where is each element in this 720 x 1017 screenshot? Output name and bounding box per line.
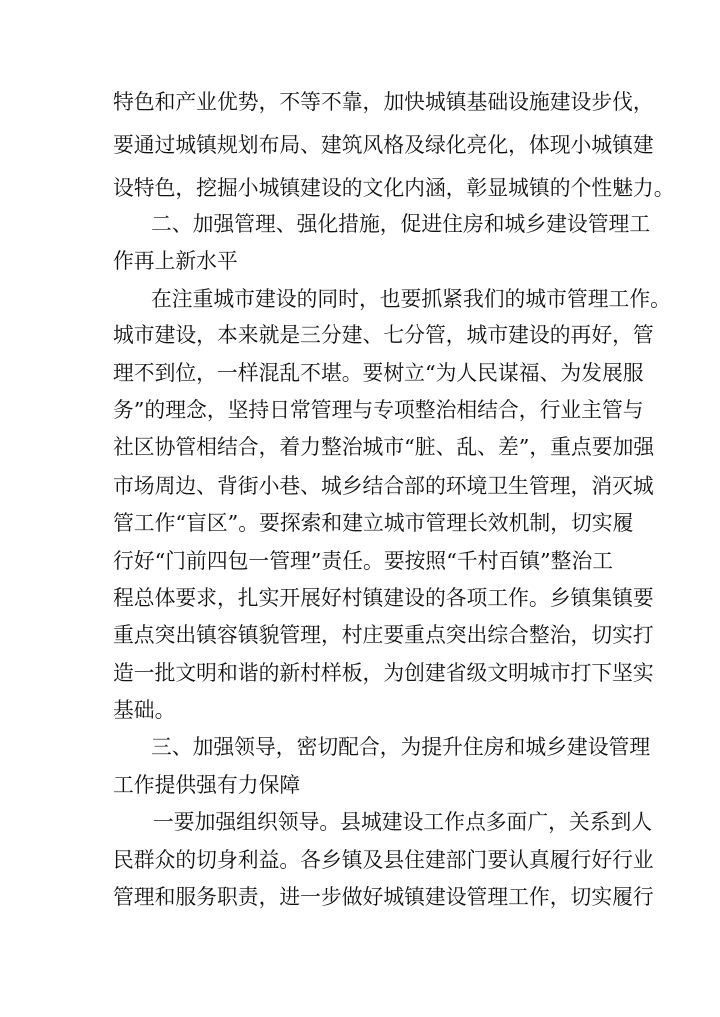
- text-line: 要通过城镇规划布局、建筑风格及绿化亮化，体现小城镇建: [113, 133, 654, 157]
- text-line: 城市建设，本来就是三分建、七分管，城市建设的再好，管: [113, 323, 654, 347]
- section-heading-line: 作再上新水平: [113, 249, 238, 273]
- text-line: 行好“门前四包一管理”责任。要按照“千村百镇”整治工: [113, 549, 614, 573]
- text-line: 重点突出镇容镇貌管理，村庄要重点突出综合整治，切实打: [113, 623, 654, 647]
- text-line: 社区协管相结合，着力整治城市“脏、乱、差”，重点要加强: [113, 435, 655, 459]
- text-line: 管工作“盲区”。要探索和建立城市管理长效机制，切实履: [113, 511, 634, 535]
- section-heading-line: 二、加强管理、强化措施，促进住房和城乡建设管理工: [151, 212, 651, 236]
- text-line: 基础。: [113, 698, 176, 722]
- section-heading-line: 工作提供强有力保障: [113, 773, 301, 797]
- text-line: 市场周边、背街小巷、城乡结合部的环境卫生管理，消灭城: [113, 474, 654, 498]
- text-line: 一要加强组织领导。县城建设工作点多面广，关系到人: [153, 810, 653, 834]
- text-line: 在注重城市建设的同时，也要抓紧我们的城市管理工作。: [151, 287, 671, 311]
- text-line: 造一批文明和谐的新村样板，为创建省级文明城市打下坚实: [113, 661, 654, 685]
- text-line: 务”的理念，坚持日常管理与专项整治相结合，行业主管与: [113, 398, 644, 422]
- text-line: 民群众的切身利益。各乡镇及县住建部门要认真履行好行业: [113, 848, 654, 872]
- text-line: 理不到位，一样混乱不堪。要树立“为人民谋福、为发展服: [113, 361, 644, 385]
- section-heading-line: 三、加强领导，密切配合，为提升住房和城乡建设管理: [151, 735, 651, 759]
- text-line: 特色和产业优势，不等不靠，加快城镇基础设施建设步伐，: [113, 90, 654, 114]
- text-line: 管理和服务职责，进一步做好城镇建设管理工作，切实履行: [113, 885, 654, 909]
- text-line: 程总体要求，扎实开展好村镇建设的各项工作。乡镇集镇要: [113, 586, 654, 610]
- text-line: 设特色，挖掘小城镇建设的文化内涵，彰显城镇的个性魅力。: [113, 176, 675, 200]
